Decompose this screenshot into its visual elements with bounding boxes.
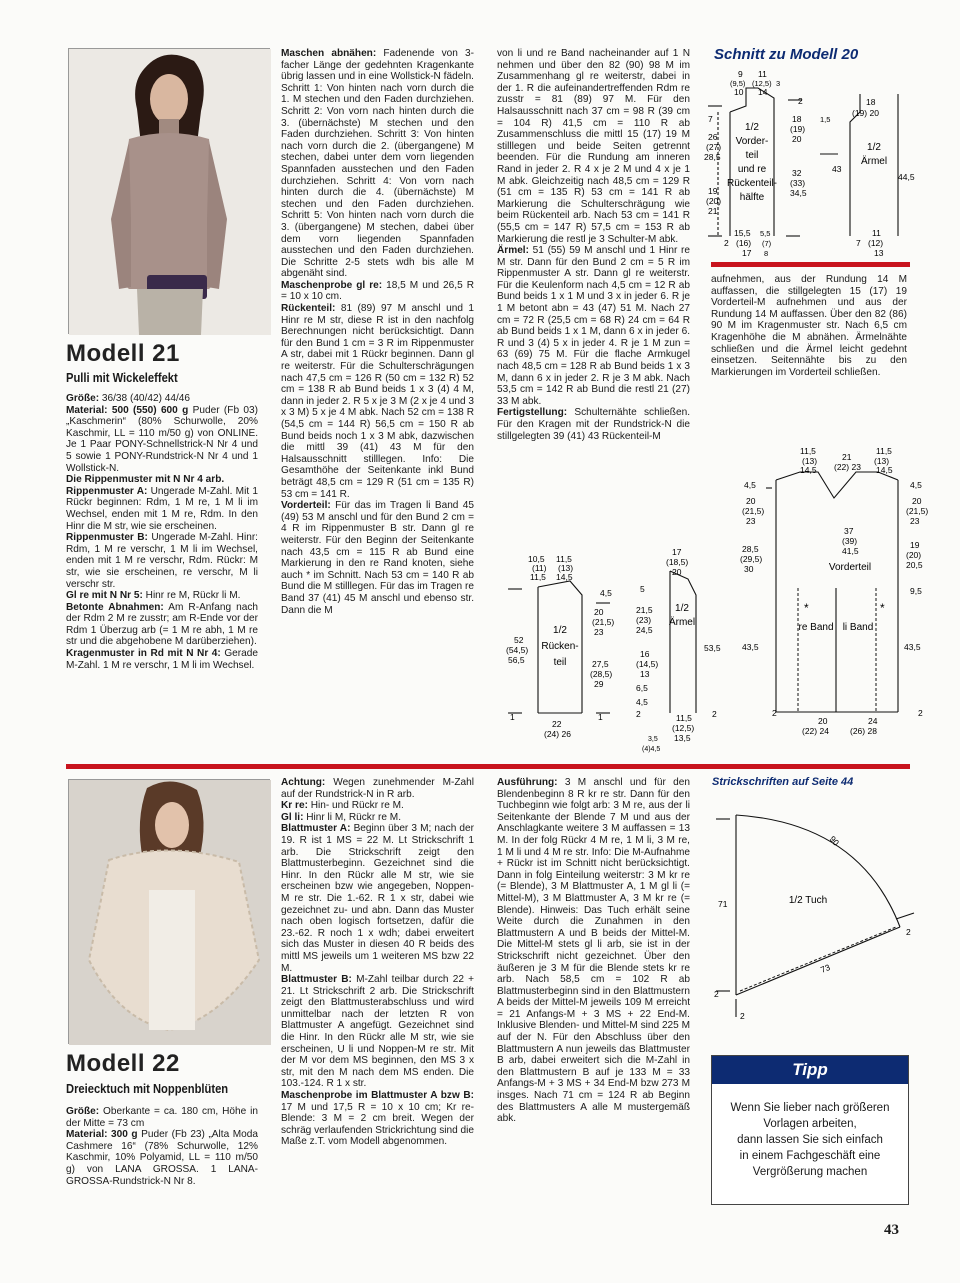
marker-star: * [804,601,809,615]
text-para: Material: 500 (550) 600 g Puder (Fb 03) „Kaschmerin“ (80% Schurwolle, 20% Kaschmir, LL = 110 m/50 g) von ONLINE. Je 1 Paar PONY-Schnellstrick-N Nr 4 und 5 sowie 1 PONY-Rundstrick-N Nr 4 und 1 Wollstick-N. [66,404,259,474]
piece-label: Ärmel [860,156,888,167]
piece-label: hälfte [739,192,765,203]
dim-label: 43,5 [742,642,759,652]
dim-label: 23 [746,516,756,526]
text-para: Blattmuster A: Beginn über 3 M; nach der 19. R ist 1 MS = 22 M. Lt Strickschrift 1 arb. Die Strickschrift zeigt den Blattmusterbeginn. Gezeichnet sind die Hinr. In den Rückr alle M str, wie sie erscheinen bzw wie angegeben, Noppen-M re str. Die 1.-62. R 1 x str, dabei wie gezeichnet zu- und abn. Dann das Muster nach oben logisch fortsetzen, dafür die 23.-62. R noch 1 x wdh; dabei erweitert sich das Muster in diesen 40 R beids des mittl MS jeweils um 1 weiteren MS bzw 22 M. [281,823,474,974]
text-para: Kragenmuster in Rd mit N Nr 4: Gerade M-Zahl. 1 M re verschr, 1 M li im Wechsel. [66,648,258,671]
text-para: Rückenteil: 81 (89) 97 M anschl und 1 Hinr re M str, diese R ist in den nachfolg Berechnungen nicht berücksichtigt. Dann für den Bund 1 cm = 3 R im Rippenmuster A str, dabei mit 1 Rückr beginnen. Dann gl re weiterstr. Für die Schulterschrägungen nach 47,5 cm = 126 R (50 cm = 132 R) 52 cm = 138 R ab Bund beids 1 x 3 (4) 4 M, dann in jeder 2. R 5 x je 3 M (2 x je 4 und 3 x 3 M) 5 x je 4 M abk. Nach 52 cm = 138 R (54,5 cm = 144 R) 56,5 cm = 150 R ab Bund beids noch 1 x 3 M abk, dazwischen die mittl 39 (41) 43 M für den Halsausschnitt stilllegen. Info: Die Gesamthöhe der Seitenkante inkl Bund beträgt 48,5 cm = 129 R (51 cm = 135 R) 53 cm = 141 R. [281,303,475,500]
dim-label: 1,5 [820,115,831,124]
tipp-line: in einem Fachgeschäft eine [739,1150,881,1162]
dim-label: (12,5) [672,723,695,733]
dim-label: 52 [514,635,524,645]
dim-label: 53,5 [704,643,721,653]
text-para: Maschenprobe gl re: 18,5 M und 26,5 R = 10 x 10 cm. [281,279,474,303]
schnitt-modell-21-back-sleeve [500,545,730,755]
model-21-illustration [69,49,271,335]
column-3-modell-22 [497,777,690,1217]
text-para: Rippenmuster B: Ungerade M-Zahl. Hinr: Rdm, 1 M re verschr, 1 M li im Wechsel, enden mit 1 M re verschr, Rdm. Rückr: M str, wie sie erscheinen, re verschr, M li verschr str. [66,532,258,590]
dim-label: 13,5 [674,733,691,743]
dim-label: 19 [910,540,920,550]
dim-label: 20 [792,134,802,144]
dim-label: 16 [640,649,650,659]
dim-label: 27,5 [592,659,609,669]
tipp-line: Vergrößerung machen [752,1166,868,1178]
text-para: Maschenprobe im Blattmuster A bzw B: 17 M und 17,5 R = 10 x 10 cm; Kr re-Blende: 3 M = 2 cm breit. Wegen der schräg verlaufenden Strickrichtung sind die Maße z.T. vom Modell abgenommen. [281,1090,475,1148]
text-para: Ärmel: 51 (55) 59 M anschl und 1 Hinr re M str. Dann für den Bund 2 cm = 5 R im Rippenmuster A str. Dann gl re weiterstr. Für die Keulenform nach 4,5 cm = 12 R ab Bund beids 1 x 1 M und 3 x in jeder 6. R je 1 M betont abn = 43 (47) 51 M. Nach 27 cm = 72 R (25,5 cm = 68 R) 24 cm = 64 R ab Bund beids 1 x 1 M, dann 6 x in jeder 6. R und 3 (4) 5 x in jeder 4. R je 1 M zun = 63 (69) 75 M. Für die flache Armkugel nach 48,5 cm = 128 R ab Bund beids 1 x 3 M, dann 6 x in jeder 2. R je 3 M abk. Nach 53,5 cm = 142 R ab Bund die restl 21 (27) 33 M abk. [497,245,690,407]
dim-label: (13) [874,456,890,466]
dim-label: 9,5 [910,586,922,596]
dim-label: (12) [868,238,884,248]
text-para: Material: 300 g Puder (Fb 23) „Alta Moda Cashmere 16“ (78% Schurwolle, 12% Kaschmir, 10% Polyamid, LL = 110 m/50 g) von LANA GROSSA. 1 LANA-GROSSA-Rundstrick-N Nr 8. [66,1129,258,1187]
dim-label: (11) [532,563,547,573]
dim-label: 10,5 [528,554,545,564]
model-21-subtitle: Pulli mit Wickeleffekt [66,370,178,385]
page-number: 43 [884,1222,899,1238]
dim-label: (13) [558,563,574,573]
dim-label: 44,5 [898,172,915,182]
tipp-line: Vorlagen arbeiten, [763,1118,857,1130]
dim-label: 11 [872,228,881,238]
dim-label: 11,5 [800,446,816,456]
dim-label: (12,5) [752,79,772,88]
text-para: Die Rippenmuster mit N Nr 4 arb. [66,474,225,486]
piece-label: 1/2 Tuch [788,895,828,906]
dim-label: (27) [706,142,722,152]
dim-label: 2 [918,708,923,718]
tipp-heading: Tipp [712,1056,908,1084]
dim-label: 11,5 [676,713,692,723]
piece-label: teil [745,150,759,161]
schnitt-modell-21-front [738,440,928,760]
dim-label: 90 [827,833,842,848]
dim-label: 22 [552,719,562,729]
dim-label: 15,5 [734,228,751,238]
tipp-text [716,1100,904,1180]
dim-label: 19 [708,186,718,196]
dim-label: (9,5) [730,79,746,88]
model-22-subtitle: Dreiecktuch mit Noppenblüten [66,1081,229,1096]
schnitt-modell-22-tuch [700,795,925,1030]
dim-label: (13) [802,456,818,466]
dim-label: 2 [740,1011,745,1021]
red-divider [711,262,910,267]
dim-label: 56,5 [508,655,525,665]
dim-label: 13 [874,248,884,258]
tipp-box [711,1055,909,1205]
schnitt-modell-20-diagram [700,64,915,262]
dim-label: 30 [744,564,754,574]
dim-label: 1 [510,712,515,722]
dim-label: 73 [819,962,832,975]
model-21-title: Modell 21 [66,340,180,367]
dim-label: 43 [832,164,842,174]
dim-label: 7 [856,238,861,248]
column-2-modell-22 [281,777,474,1217]
dim-label: 20,5 [906,560,923,570]
dim-label: 21 [708,206,718,216]
dim-label: 26 [708,132,718,142]
dim-label: 9 [738,69,743,79]
dim-label: (22) 23 [834,462,861,472]
model-22-illustration [69,780,271,1045]
dim-label: (19) 20 [852,108,879,118]
dim-label: 4,5 [636,697,648,707]
dim-label: (33) [790,178,806,188]
dim-label: (22) 24 [802,726,829,736]
dim-label: 28,5 [742,544,759,554]
dim-label: 11,5 [876,446,892,456]
piece-label: Rückenteil- [726,178,778,189]
dim-label: (20) [906,550,922,560]
dim-label: 11,5 [530,572,546,582]
dim-label: 43,5 [904,642,921,652]
dim-label: 2 [712,709,717,719]
dim-label: 11 [758,69,767,79]
dim-label: 14,5 [800,465,817,475]
dim-label: 10 [734,87,744,97]
piece-label: 1/2 [867,142,881,153]
column-4-modell-21 [711,274,907,424]
model-21-photo [68,48,270,334]
text-para: Fertigstellung: Schulternähte schließen. Für den Kragen mit der Rundstrick-N die stillgelegten 39 (41) 43 Rückenteil-M [497,407,690,442]
dim-label: 23 [594,627,604,637]
dim-label: (26) 28 [850,726,877,736]
piece-label: und re [737,164,767,175]
dim-label: (54,5) [506,645,529,655]
text-para: Gl re mit N Nr 5: Hinr re M, Rückr li M. [66,590,241,602]
dim-label: 20 [594,607,604,617]
dim-label: 3 [776,79,781,88]
piece-label: 1/2 [675,603,689,614]
dim-label: (21,5) [592,617,615,627]
dim-label: (18,5) [666,557,689,567]
dim-label: 21,5 [636,605,653,615]
dim-label: 20 [746,496,756,506]
dim-label: (19) [790,124,806,134]
dim-label: 34,5 [790,188,807,198]
dim-label: 14,5 [876,465,893,475]
piece-label: teil [553,657,567,668]
text-para: Maschen abnähen: Fadenende von 3-facher Länge der gedehnten Kragenkante übrig lassen und in eine Wollstick-N fädeln. Schritt 1: Von hinten nach vorn durch die 1. M stechen und den Faden durchziehen. Schritt 2: Von vorn nach hinten durch die 3. (übernächste) M stechen und den Faden durchziehen. Schritt 3: Von hinten nach vorn durch die 2. (übergangene) M stechen, dabei unter dem vorn liegenden Spannfaden ausstechen und den Faden durchziehen. Schritt 4: Von vorn nach hinten durch die 4. (übernächste) M stechen und den Faden durchziehen. Schritt 5: Von hinten nach vorn durch die 3. (übergangene) M stechen, dabei über dem vorn liegenden Spannfaden ausstechen und den Faden durchziehen. Die Schritte 2-5 stets wdh bis alle M abgenäht sind. [281,48,474,280]
column-1-modell-22 [66,1106,258,1216]
dim-label: 5,5 [760,229,771,238]
dim-label: (20) [706,196,722,206]
dim-label: (29,5) [740,554,763,564]
model-22-photo [68,779,270,1044]
dim-label: 18 [792,114,802,124]
text-para: Blattmuster B: M-Zahl teilbar durch 22 + 21. Lt Strickschrift 2 arb. Die Strickschrift zeigt den Blattmusterabschluss und wird unmittelbar nach der letzten R von Blattmuster A angefügt. Gezeichnet sind die Hinr. In den Rückr alle M str, wie sie erscheinen, U li und Noppen-M re str. Mit der M vor dem MS beginnen, den MS 3 x str, mit den M nach dem MS enden. Die 103.-124. R 1 x str. [281,974,474,1090]
schnitt-modell-20-title: Schnitt zu Modell 20 [714,46,859,63]
text-para: aufnehmen, aus der Rundung 14 M auffassen, die stillgelegten 15 (17) 19 Vorderteil-M aufnehmen und aus der Rundung 14 M auffassen. Über den 82 (86) 90 M im Kragenmuster str. Nach 6,5 cm Kragenhöhe die M abnähen. Ärmelnähte schließen und die Ärmel leicht gedehnt einsetzen. Seitennähte bis zu den Markierungen im Vorderteil schließen. [711,274,907,378]
dim-label: 6,5 [636,683,648,693]
dim-label: 2 [798,96,803,106]
piece-label: Rücken- [541,641,579,652]
dim-label: 5 [640,584,645,594]
piece-label: li Band [842,622,874,633]
text-para: Größe: 36/38 (40/42) 44/46 [66,393,191,404]
dim-label: 1 [598,712,603,722]
dim-label: (14,5) [636,659,659,669]
dim-label: 2 [636,709,641,719]
column-2-modell-21 [281,48,474,758]
dim-label: 8 [764,249,769,258]
piece-label: re Band [798,622,834,633]
dim-label: 32 [792,168,802,178]
piece-label: Vorder- [735,136,769,147]
text-para: Achtung: Wegen zunehmender M-Zahl auf der Rundstrick-N in R arb. [281,777,474,800]
dim-label: (21,5) [906,506,929,516]
text-para: Betonte Abnahmen: Am R-Anfang nach der Rdm 2 M re zusstr; am R-Ende vor der Rdm 1 Überzug arb (= 1 M re abh, 1 M re str und die abgehobene M darüberziehen). [66,601,258,648]
text-para: von li und re Band nacheinander auf 1 N nehmen und über den 82 (90) 98 M im Zusammenhang gl re weiterstr, dabei in der 1. R die aufeinandertreffenden Rdm re zusstr = 81 (89) 97 M. Für den Halsausschnitt nach 37 cm = 98 R (39 cm = 104 R) 41,5 cm = 110 R ab Zusammenschluss die mittl 15 (17) 19 M stilllegen und beide Seiten getrennt beenden. Für die Rundung am inneren Rand in jeder 2. R 4 x je 2 M und 4 x je 1 M abk. Gleichzeitig nach 48,5 cm = 129 R (51 cm = 135 R) 53 cm = 141 R ab Markierung die Schulterschrägung wie beim Rückenteil arb. Nach 53 cm = 141 R (55,5 cm = 147 R) 57,5 cm = 153 R ab Markierung die restl je 3 Schulter-M abk. [497,48,690,245]
piece-label: 1/2 [745,122,759,133]
dim-label: 37 [844,526,854,536]
strickschriften-note: Strickschriften auf Seite 44 [712,776,854,788]
text-para: Ausführung: 3 M anschl und für den Blendenbeginn 8 R kr re str. Dann für den Tuchbeginn wie folgt arb: 3 M re, aus der li Seitenkante der Blende 7 M und aus der Anschlagkante weitere 3 M auffassen = 13 M. In der folg Rückr 4 M re, 1 M li, 3 M re, 1 M li und 4 M re str. Info: Die M-Aufnahme + Rückr ist im Schnitt nicht berücksichtigt. Dann in folg Einteilung weiterstr: 3 M kr re (= Blende), 3 M Blattmuster A, 1 M gl li (= Mittel-M), 3 M Blattmuster A, 3 M kr re (= Blende). Hinweis: Das Tuch erhält seine Weite durch die Zunahmen in den Blattmustern A und B beids der Mittel-M. Die Mittel-M stets gl li arb, sie ist in der Strickschrift nicht gezeichnet. Über den äußeren je 3 M für die Blende stets kr re arb. Nach 58,5 cm = 102 R ab Blattmusterbeginn sind in den Blattmustern A beids der Mittel-M jeweils 109 M erreicht = 21 Anfangs-M + 3 MS + 22 End-M. Inklusive Blenden- und Mittel-M sind 225 M auf der N. Für den Abschluss über den Blattmustern A nun jeweils das Blattmuster B arb, dabei erweitert sich die M-Zahl in den Blattmustern B auf je 133 M = 33 Anfangs-M + 3 MS + 34 End-M bzw 273 M insges. Nach 71 cm = 124 R ab Beginn des Blattmusters A alle M mustergemäß abk. [497,777,690,1125]
dim-label: 23 [910,516,920,526]
dim-label: 20 [672,567,682,577]
dim-label: 14 [758,87,768,97]
section-divider [66,764,910,769]
piece-label: Vorderteil [828,562,872,573]
dim-label: 28,5 [704,152,721,162]
dim-label: 4,5 [910,480,922,490]
text-para: Rippenmuster A: Ungerade M-Zahl. Mit 1 Rückr beginnen: Rdm, 1 M re, 1 M li im Wechsel, enden mit 1 M re, Rdm. In den Hinr die M str, wie sie erscheinen. [66,485,258,532]
text-para: Vorderteil: Für das im Tragen li Band 45 (49) 53 M anschl und für den Bund 2 cm = 4 R im Rippenmuster B str. Dann gl re weiterstr. Für den Beginn der Seitenkante nach 43,5 cm = 115 R ab Bund eine Markierung in den re Rand knoten, siehe auch * im Schnitt. Nach 53 cm = 140 R ab Bund die M stilllegen. Für das im Tragen re Band 37 (41) 45 M anschl und ebenso str. Dann die M [281,500,474,616]
dim-label: (23) [636,615,652,625]
dim-label: 24 [868,716,878,726]
dim-label: 4,5 [600,588,612,598]
dim-label: 3,5 [648,736,658,743]
dim-label: 20 [818,716,828,726]
text-para: Gl li: Hinr li M, Rückr re M. [281,811,402,823]
dim-label: 21 [842,452,852,462]
dim-label: (7) [762,239,772,248]
dim-label: 24,5 [636,625,653,635]
dim-label: 29 [594,679,604,689]
dim-label: 2 [724,238,729,248]
dim-label: 41,5 [842,546,859,556]
dim-label: 2 [714,989,719,999]
dim-label: (24) 26 [544,729,571,739]
column-1-modell-21 [66,393,258,753]
text-para: Kr re: Hin- und Rückr re M. [281,800,404,812]
dim-label: 17 [742,248,752,258]
tipp-line: Wenn Sie lieber nach größeren [730,1102,890,1114]
front-edge [798,588,876,712]
piece-label: 1/2 [553,625,567,636]
dim-label: 7 [708,114,713,124]
marker-star: * [880,601,885,615]
text-para: Größe: Oberkante = ca. 180 cm, Höhe in der Mitte = 73 cm [66,1106,258,1129]
piece-label: Ärmel [668,617,696,628]
dim-label: 13 [640,669,650,679]
dim-label: 4,5 [744,480,756,490]
model-22-title: Modell 22 [66,1050,180,1077]
dim-label: (28,5) [590,669,613,679]
dim-label: 14,5 [556,572,573,582]
dim-label: 20 [912,496,922,506]
dim-label: (39) [842,536,858,546]
dim-label: (16) [736,238,752,248]
dim-label: 2 [772,708,777,718]
column-3-modell-21 [497,48,690,532]
dim-label: (21,5) [742,506,765,516]
dim-label: 11,5 [556,554,572,564]
tipp-line: dann lassen Sie sich einfach [737,1134,883,1146]
dim-label: 17 [672,547,682,557]
dim-label: (4)4,5 [642,746,661,753]
dim-label: 18 [866,97,876,107]
dim-label: 2 [906,927,911,937]
dim-label: 71 [718,899,728,909]
